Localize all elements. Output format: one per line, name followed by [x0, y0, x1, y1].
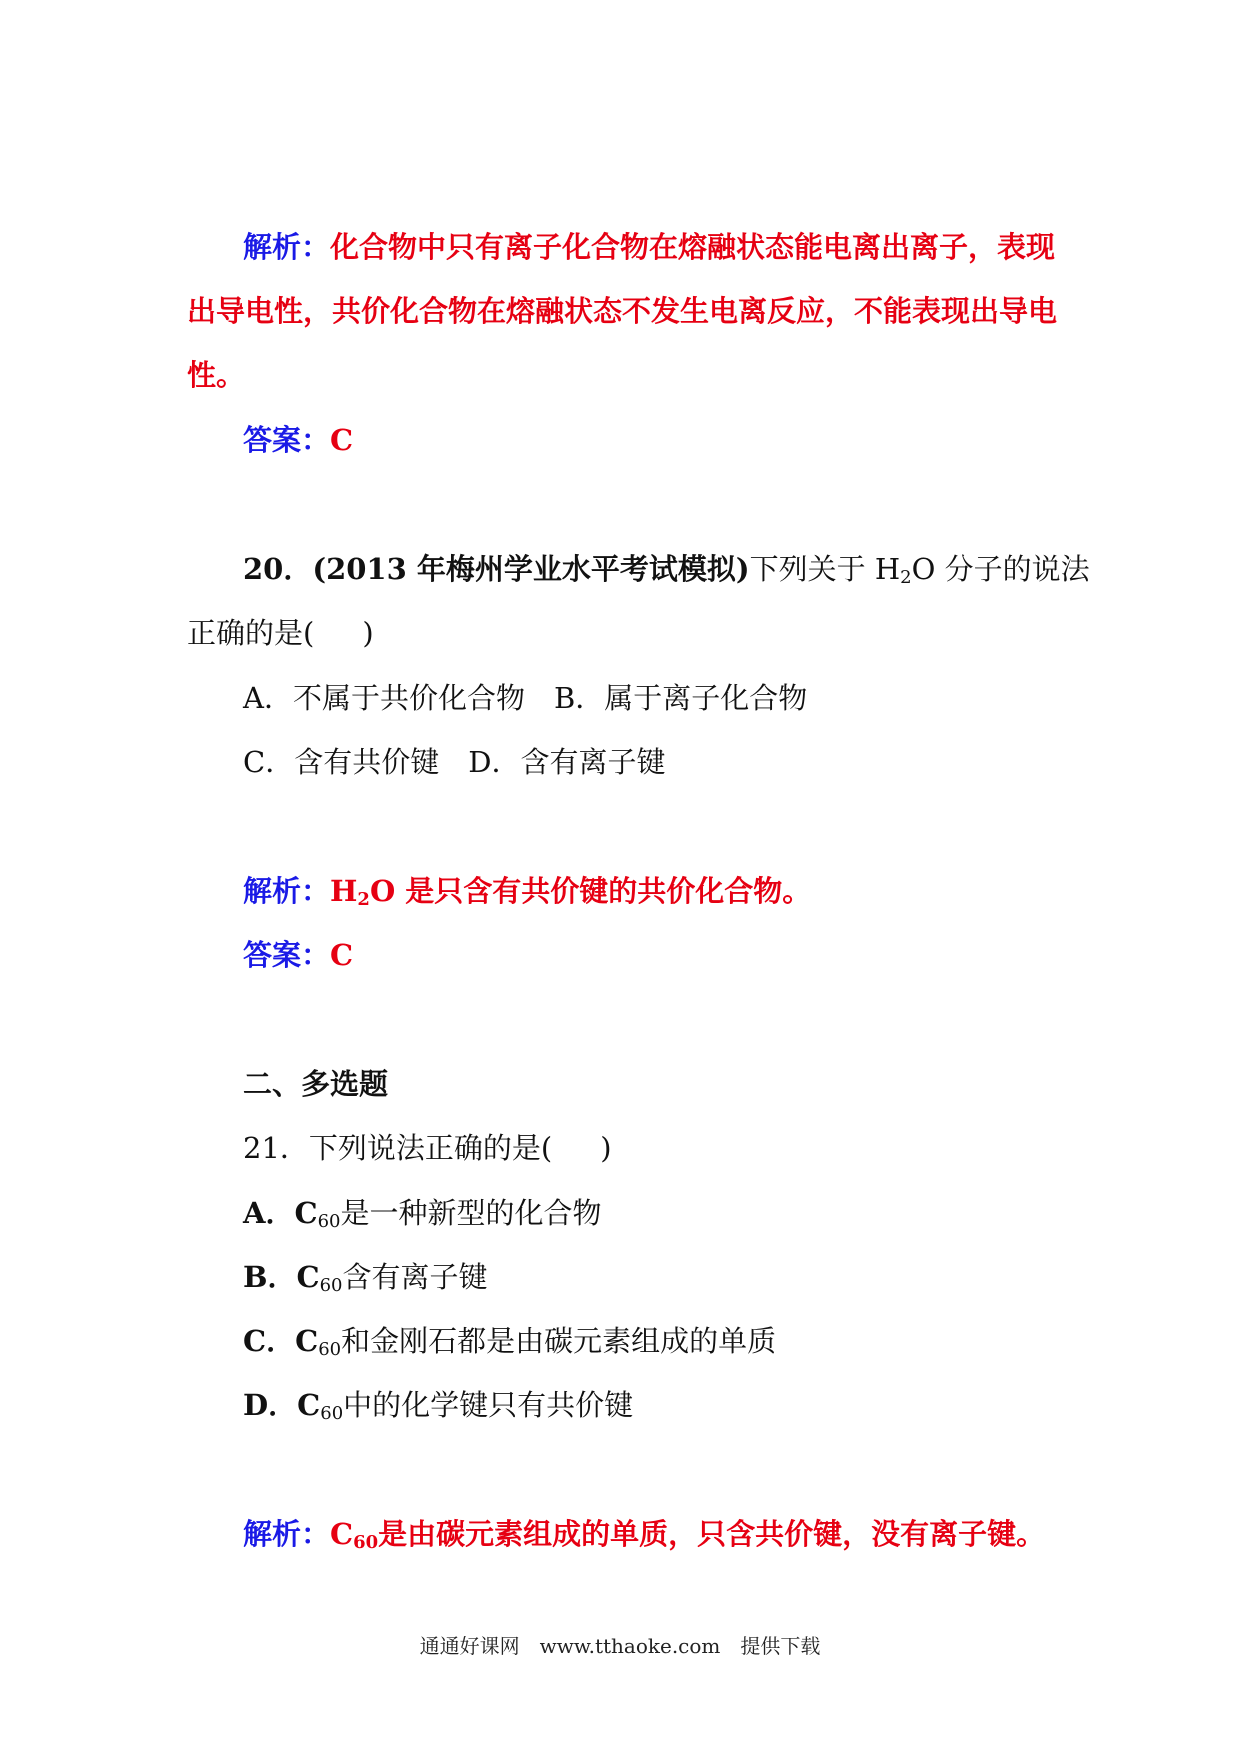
q21-option-c [243, 1323, 776, 1359]
subscript: 60 [318, 1339, 342, 1360]
q21-stem [243, 1130, 612, 1166]
option-text: 是一种新型的化合物 [340, 1196, 602, 1230]
option-text: A．不属于共价化合物 B．属于离子化合物 [243, 681, 808, 715]
q21-option-a [243, 1195, 602, 1231]
option-text: 中的化学键只有共价键 [343, 1388, 634, 1422]
question-source: (2013 年梅州学业水平考试模拟) [312, 552, 750, 586]
footer-source: 通通好课网 www.tthaoke.com 提供下载 [419, 1634, 821, 1658]
answer-label: 答案： [243, 423, 331, 457]
analysis-text: 出导电性，共价化合物在熔融状态不发生电离反应，不能表现出导电 [187, 294, 1058, 328]
subscript: 2 [900, 567, 912, 588]
question-number: 20． [243, 552, 313, 586]
formula: C [330, 1517, 354, 1551]
formula: C [294, 1196, 318, 1230]
question-stem: ) [600, 1131, 612, 1165]
subscript: 2 [357, 889, 370, 910]
option-letter: B． [243, 1260, 297, 1294]
analysis-label: 解析： [243, 1517, 331, 1551]
analysis-text: O 是只含有共价键的共价化合物。 [369, 874, 812, 908]
q19-analysis-line1 [243, 229, 1055, 265]
analysis-text: 是由碳元素组成的单质，只含共价键，没有离子键。 [378, 1517, 1046, 1551]
question-stem: 下列关于 H [749, 552, 901, 586]
option-text: 和金刚石都是由碳元素组成的单质 [341, 1324, 777, 1358]
answer-value: C [330, 423, 354, 457]
analysis-text: H [330, 874, 358, 908]
question-stem: 正确的是( [187, 616, 315, 650]
option-letter: A． [243, 1196, 295, 1230]
analysis-label: 解析： [243, 230, 331, 264]
analysis-text: 性。 [187, 358, 246, 392]
subscript: 60 [317, 1211, 341, 1232]
q19-analysis-line2 [187, 293, 1057, 329]
q20-stem-line2 [187, 615, 374, 651]
analysis-label: 解析： [243, 874, 331, 908]
q20-stem-line1 [243, 551, 1090, 587]
subscript: 60 [320, 1403, 344, 1424]
option-text: C．含有共价键 D．含有离子键 [243, 745, 666, 779]
answer-value: C [330, 938, 354, 972]
analysis-text: 化合物中只有离子化合物在熔融状态能电离出离子，表现 [330, 230, 1056, 264]
formula: C [297, 1388, 321, 1422]
q20-answer [243, 937, 353, 973]
q20-analysis [243, 873, 811, 909]
subscript: 60 [319, 1275, 343, 1296]
q19-answer [243, 422, 353, 458]
question-stem: ) [362, 616, 374, 650]
q20-options-row1 [243, 680, 807, 716]
option-letter: C． [243, 1324, 296, 1358]
question-stem: O 分子的说法 [911, 552, 1090, 586]
option-text: 含有离子键 [342, 1260, 488, 1294]
subscript: 60 [353, 1532, 379, 1553]
q21-analysis [243, 1516, 1045, 1552]
formula: C [296, 1260, 320, 1294]
section-title: 二、多选题 [243, 1067, 389, 1101]
answer-label: 答案： [243, 938, 331, 972]
option-letter: D． [243, 1388, 298, 1422]
q21-option-b [243, 1259, 488, 1295]
question-stem: 21．下列说法正确的是( [243, 1131, 553, 1165]
q19-analysis-line3 [187, 357, 245, 393]
q21-option-d [243, 1387, 633, 1423]
formula: C [295, 1324, 319, 1358]
q20-options-row2 [243, 744, 665, 780]
